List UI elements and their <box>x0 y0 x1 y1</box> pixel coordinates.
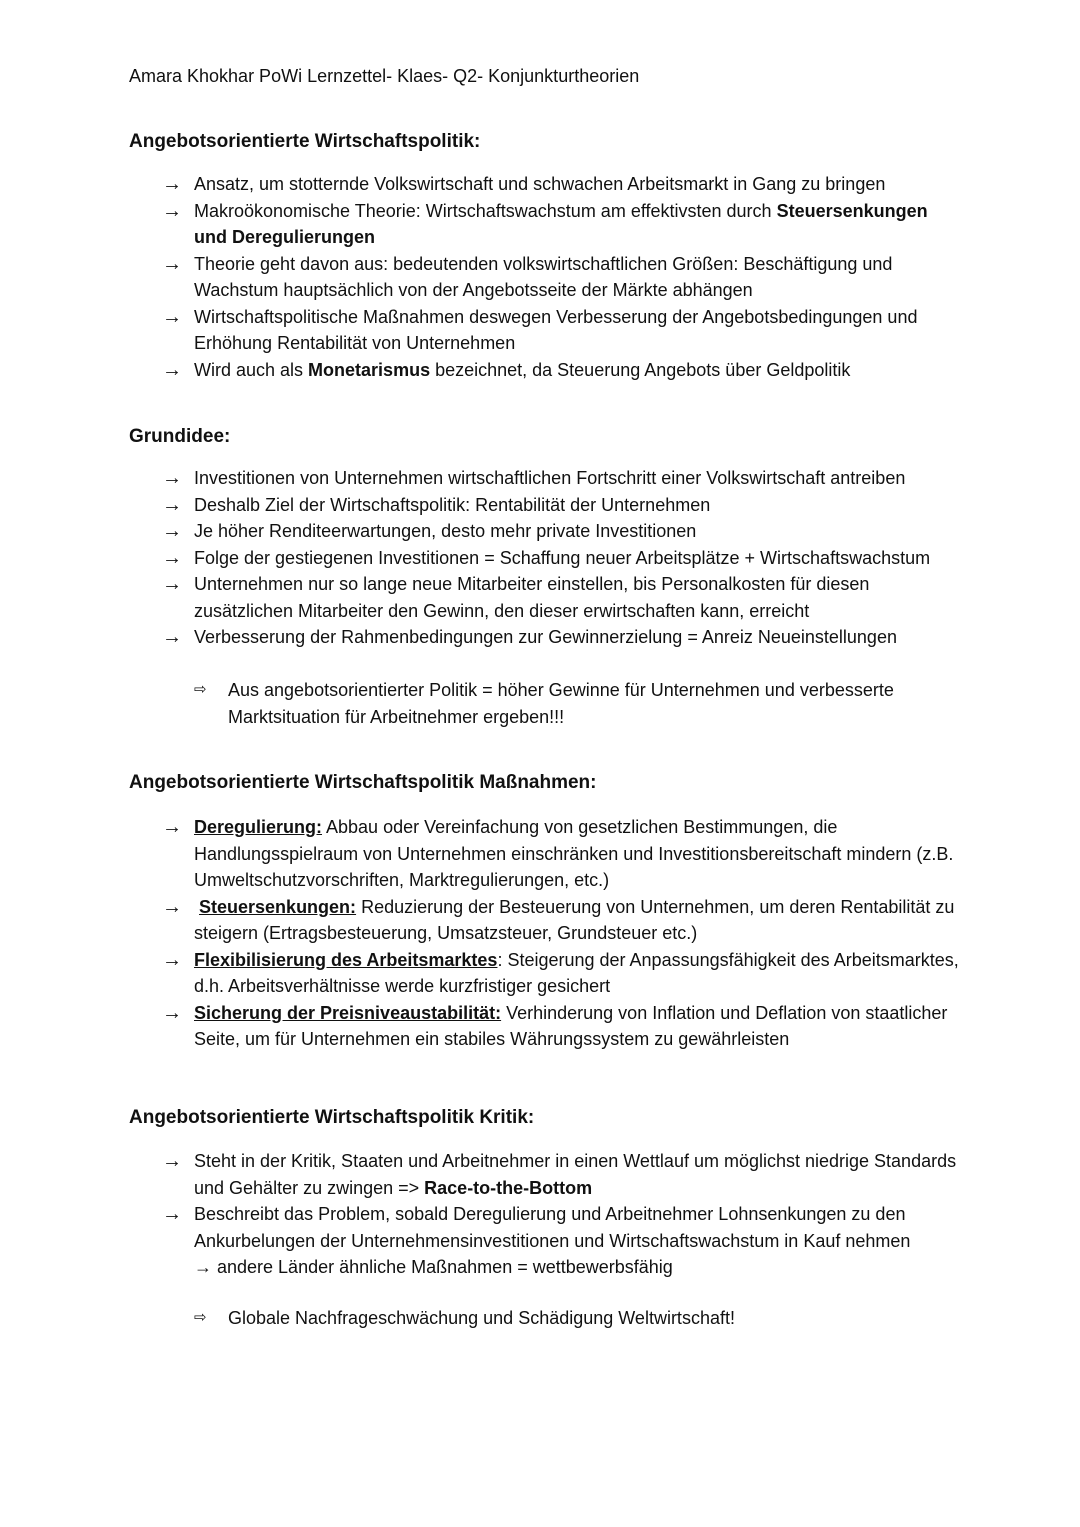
arrow-right-icon: → <box>162 1001 182 1024</box>
list-item: → Folge der gestiegenen Investitionen = Schaffung neuer Arbeitsplätze + Wirtschaftswachstum <box>162 545 962 572</box>
arrow-right-icon: → <box>162 546 182 569</box>
arrow-right-icon: → <box>162 626 182 648</box>
list-item: → Theorie geht davon aus: bedeutenden volkswirtschaftlichen Größen: Beschäftigung und Wachstum hauptsächlich von der Angebotsseite der Märkte abhängen <box>162 252 893 300</box>
hollow-arrow-icon: ⇨ <box>194 681 207 698</box>
list-item: → Wird auch als Monetarismus bezeichnet, da Steuerung Angebots über Geldpolitik <box>162 357 962 384</box>
arrow-right-icon: → <box>162 895 182 918</box>
arrow-right-icon: → <box>162 520 182 542</box>
list-item: → Verbesserung der Rahmenbedingungen zur Gewinnerzielung = Anreiz Neueinstellungen <box>162 624 962 651</box>
hollow-arrow-icon: ⇨ <box>194 1309 207 1326</box>
section-2-list <box>162 465 962 651</box>
section-title-angebotsorientierte: Angebotsorientierte Wirtschaftspolitik: <box>129 131 481 152</box>
list-item: → Deregulierung: Abbau oder Vereinfachung von gesetzlichen Bestimmungen, die Handlungsspielraum von Unternehmen einschränken und Investitionsbereitschaft mindern (z.B. Umweltschutzvorschriften, Marktregulierungen, etc.) <box>162 816 954 890</box>
list-item: → Unternehmen nur so lange neue Mitarbeiter einstellen, bis Personalkosten für diesen zusätzlichen Mitarbeiter den Gewinn, den dieser erwirtschaften kann, erreicht <box>162 573 870 621</box>
list-item: → Steuersenkungen: Reduzierung der Besteuerung von Unternehmen, um deren Rentabilität zu steigern (Ertragsbesteuerung, Umsatzsteuer, Grundsteuer etc.) <box>162 895 955 943</box>
section-title-kritik: Angebotsorientierte Wirtschaftspolitik Kritik: <box>129 1107 535 1128</box>
section-title-grundidee: Grundidee: <box>129 426 231 447</box>
arrow-right-icon: → <box>162 358 182 381</box>
list-item: → Makroökonomische Theorie: Wirtschaftswachstum am effektivsten durch Steuersenkungen und Deregulierungen <box>162 199 928 247</box>
arrow-right-icon: → <box>194 1257 212 1277</box>
document-header: Amara Khokhar PoWi Lernzettel- Klaes- Q2- Konjunkturtheorien <box>129 66 640 86</box>
arrow-right-icon: → <box>162 173 182 195</box>
arrow-right-icon: → <box>162 305 182 328</box>
arrow-right-icon: → <box>162 948 182 971</box>
conclusion-kritik: ⇨ Globale Nachfrageschwächung und Schädigung Weltwirtschaft! <box>194 1305 968 1332</box>
list-item: → Wirtschaftspolitische Maßnahmen deswegen Verbesserung der Angebotsbedingungen und Erhöhung Rentabilität von Unternehmen <box>162 305 918 353</box>
arrow-right-icon: → <box>162 816 182 838</box>
arrow-right-icon: → <box>162 467 182 489</box>
list-item: → Flexibilisierung des Arbeitsmarktes: Steigerung der Anpassungsfähigkeit des Arbeitsmarktes, d.h. Arbeitsverhältnisse werde kurzfristiger gesichert <box>162 948 959 996</box>
list-item: → Beschreibt das Problem, sobald Deregulierung und Arbeitnehmer Lohnsenkungen zu den Ankurbelungen der Unternehmensinvestitionen und Wirtschaftswachstum in Kauf nehmen → andere Länder ähnliche Maßnahmen = wettbewerbsfähig <box>162 1203 911 1277</box>
section-3-list <box>162 814 962 1053</box>
list-item: → Investitionen von Unternehmen wirtschaftlichen Fortschritt einer Volkswirtschaft antreiben <box>162 465 962 492</box>
arrow-right-icon: → <box>162 1203 182 1225</box>
arrow-right-icon: → <box>162 1150 182 1172</box>
arrow-right-icon: → <box>162 573 182 595</box>
list-item: → Sicherung der Preisniveaustabilität: Verhinderung von Inflation und Deflation von staatlicher Seite, um für Unternehmen ein stabiles Währungssystem zu gewährleisten <box>162 1001 948 1049</box>
list-item: → Deshalb Ziel der Wirtschaftspolitik: Rentabilität der Unternehmen <box>162 492 962 519</box>
arrow-right-icon: → <box>162 493 182 516</box>
section-4-list <box>162 1148 962 1281</box>
list-item: → Je höher Renditeerwartungen, desto mehr private Investitionen <box>162 518 962 545</box>
list-item: → Ansatz, um stotternde Volkswirtschaft und schwachen Arbeitsmarkt in Gang zu bringen <box>162 171 962 198</box>
conclusion-grundidee: ⇨ Aus angebotsorientierter Politik = höher Gewinne für Unternehmen und verbesserte Marktsituation für Arbeitnehmer ergeben!!! <box>194 677 968 730</box>
arrow-right-icon: → <box>162 252 182 275</box>
section-title-massnahmen: Angebotsorientierte Wirtschaftspolitik Maßnahmen: <box>129 772 597 793</box>
list-item: → Steht in der Kritik, Staaten und Arbeitnehmer in einen Wettlauf um möglichst niedrige Standards und Gehälter zu zwingen => Race-to-the-Bottom <box>162 1150 957 1198</box>
arrow-right-icon: → <box>162 199 182 222</box>
section-1-list <box>162 171 962 383</box>
